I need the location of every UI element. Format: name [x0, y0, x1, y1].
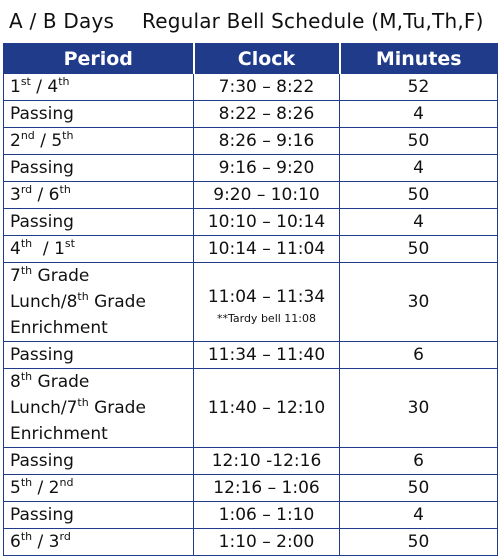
header-row	[4, 44, 498, 74]
clock-cell	[194, 263, 340, 342]
tardy-note: **Tardy bell 11:08	[216, 312, 317, 325]
table-row	[4, 74, 498, 101]
table-row	[4, 369, 498, 448]
period-cell: Passing	[4, 448, 194, 475]
period-cell: 6th / 3rd	[4, 529, 194, 556]
table-row	[4, 448, 498, 475]
clock-cell: 12:10 -12:16	[194, 448, 340, 475]
table-row	[4, 502, 498, 529]
clock-cell: 8:26 – 9:16	[194, 128, 340, 155]
period-cell: 1st / 4th	[4, 74, 194, 101]
period-cell: Passing	[4, 502, 194, 529]
period-cell: 7th Grade Lunch/8th Grade Enrichment	[4, 263, 194, 342]
minutes-cell: 50	[340, 529, 498, 556]
table-row	[4, 529, 498, 556]
schedule-title	[0, 0, 500, 43]
title-schedule: Regular Bell Schedule (M,Tu,Th,F)	[142, 9, 484, 33]
period-cell: 2nd / 5th	[4, 128, 194, 155]
period-cell: Passing	[4, 101, 194, 128]
schedule-table	[3, 43, 498, 556]
minutes-cell: 30	[340, 369, 498, 448]
table-row	[4, 101, 498, 128]
minutes-cell: 50	[340, 182, 498, 209]
header-clock: Clock	[194, 44, 340, 74]
period-cell: 3rd / 6th	[4, 182, 194, 209]
minutes-cell: 6	[340, 448, 498, 475]
minutes-cell: 4	[340, 155, 498, 182]
minutes-cell: 50	[340, 128, 498, 155]
minutes-cell: 50	[340, 236, 498, 263]
clock-time: 11:04 – 11:34	[207, 287, 326, 307]
minutes-cell: 6	[340, 342, 498, 369]
title-days: A / B Days	[9, 9, 115, 33]
period-cell: Passing	[4, 155, 194, 182]
period-cell: 4th / 1st	[4, 236, 194, 263]
minutes-cell: 4	[340, 502, 498, 529]
period-cell: 5th / 2nd	[4, 475, 194, 502]
minutes-cell: 52	[340, 74, 498, 101]
clock-cell: 7:30 – 8:22	[194, 74, 340, 101]
header-period: Period	[4, 44, 194, 74]
header-minutes: Minutes	[340, 44, 498, 74]
table-row	[4, 128, 498, 155]
clock-cell: 1:10 – 2:00	[194, 529, 340, 556]
minutes-cell: 50	[340, 475, 498, 502]
clock-cell: 10:10 – 10:14	[194, 209, 340, 236]
minutes-cell: 30	[340, 263, 498, 342]
period-cell: Passing	[4, 209, 194, 236]
clock-cell: 8:22 – 8:26	[194, 101, 340, 128]
clock-cell: 11:40 – 12:10	[194, 369, 340, 448]
period-cell: Passing	[4, 342, 194, 369]
period-cell: 8th Grade Lunch/7th Grade Enrichment	[4, 369, 194, 448]
table-row	[4, 209, 498, 236]
table-row	[4, 342, 498, 369]
table-row	[4, 236, 498, 263]
minutes-cell: 4	[340, 209, 498, 236]
table-row	[4, 182, 498, 209]
clock-cell: 11:34 – 11:40	[194, 342, 340, 369]
table-row	[4, 475, 498, 502]
clock-cell: 10:14 – 11:04	[194, 236, 340, 263]
minutes-cell: 4	[340, 101, 498, 128]
clock-cell: 1:06 – 1:10	[194, 502, 340, 529]
table-row	[4, 155, 498, 182]
clock-cell: 9:20 – 10:10	[194, 182, 340, 209]
clock-cell: 9:16 – 9:20	[194, 155, 340, 182]
clock-cell: 12:16 – 1:06	[194, 475, 340, 502]
table-row	[4, 263, 498, 342]
